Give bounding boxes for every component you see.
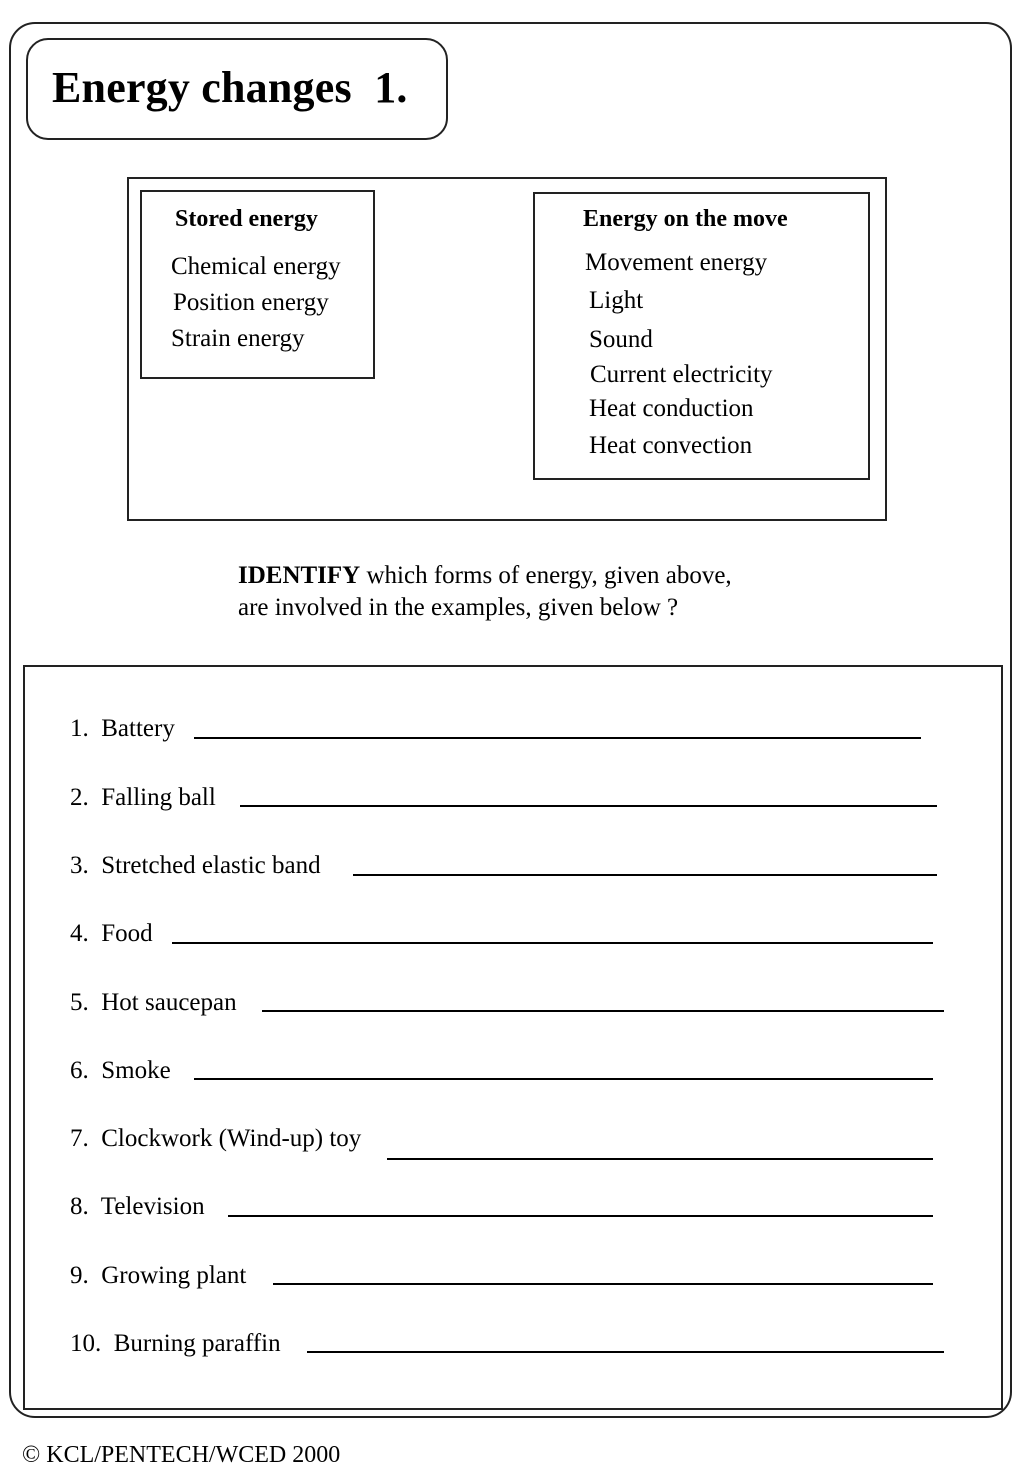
page-title: Energy changes 1. (52, 63, 408, 112)
instruction-keyword: IDENTIFY (238, 562, 361, 589)
copyright-footer: © KCL/PENTECH/WCED 2000 (22, 1442, 341, 1468)
answer-line[interactable] (273, 1283, 933, 1285)
instruction-text (238, 560, 838, 624)
moving-energy-item: Current electricity (590, 361, 773, 388)
instruction-line-2: are involved in the examples, given below ? (238, 594, 679, 621)
instruction-line-1 (238, 560, 838, 592)
stored-energy-item: Position energy (173, 289, 329, 316)
moving-energy-item: Movement energy (585, 249, 768, 276)
stored-energy-heading: Stored energy (175, 206, 318, 232)
instruction-line-1-rest: which forms of energy, given above, (360, 562, 732, 589)
answer-line[interactable] (194, 737, 921, 739)
moving-energy-heading: Energy on the move (583, 206, 788, 232)
answer-line[interactable] (387, 1158, 933, 1160)
question-label: 4. Food (70, 920, 153, 947)
moving-energy-item: Heat conduction (589, 395, 754, 422)
question-label: 5. Hot saucepan (70, 989, 237, 1016)
stored-energy-item: Strain energy (171, 325, 305, 352)
moving-energy-item: Sound (589, 326, 653, 353)
question-label: 3. Stretched elastic band (70, 852, 321, 879)
answer-line[interactable] (194, 1078, 933, 1080)
answer-line[interactable] (228, 1215, 933, 1217)
question-label: 6. Smoke (70, 1057, 171, 1084)
question-label: 1. Battery (70, 715, 175, 742)
question-label: 7. Clockwork (Wind-up) toy (70, 1125, 362, 1152)
moving-energy-item: Heat convection (589, 432, 753, 459)
answer-line[interactable] (240, 805, 937, 807)
question-label: 10. Burning paraffin (70, 1330, 281, 1357)
moving-energy-item: Light (589, 287, 644, 314)
answer-line[interactable] (172, 942, 933, 944)
question-label: 8. Television (70, 1193, 205, 1220)
questions-panel (23, 665, 1003, 1410)
answer-line[interactable] (307, 1351, 944, 1353)
answer-line[interactable] (262, 1010, 944, 1012)
answer-line[interactable] (353, 874, 937, 876)
stored-energy-item: Chemical energy (171, 253, 341, 280)
question-label: 2. Falling ball (70, 784, 216, 811)
title-box (26, 38, 448, 140)
question-label: 9. Growing plant (70, 1262, 247, 1289)
